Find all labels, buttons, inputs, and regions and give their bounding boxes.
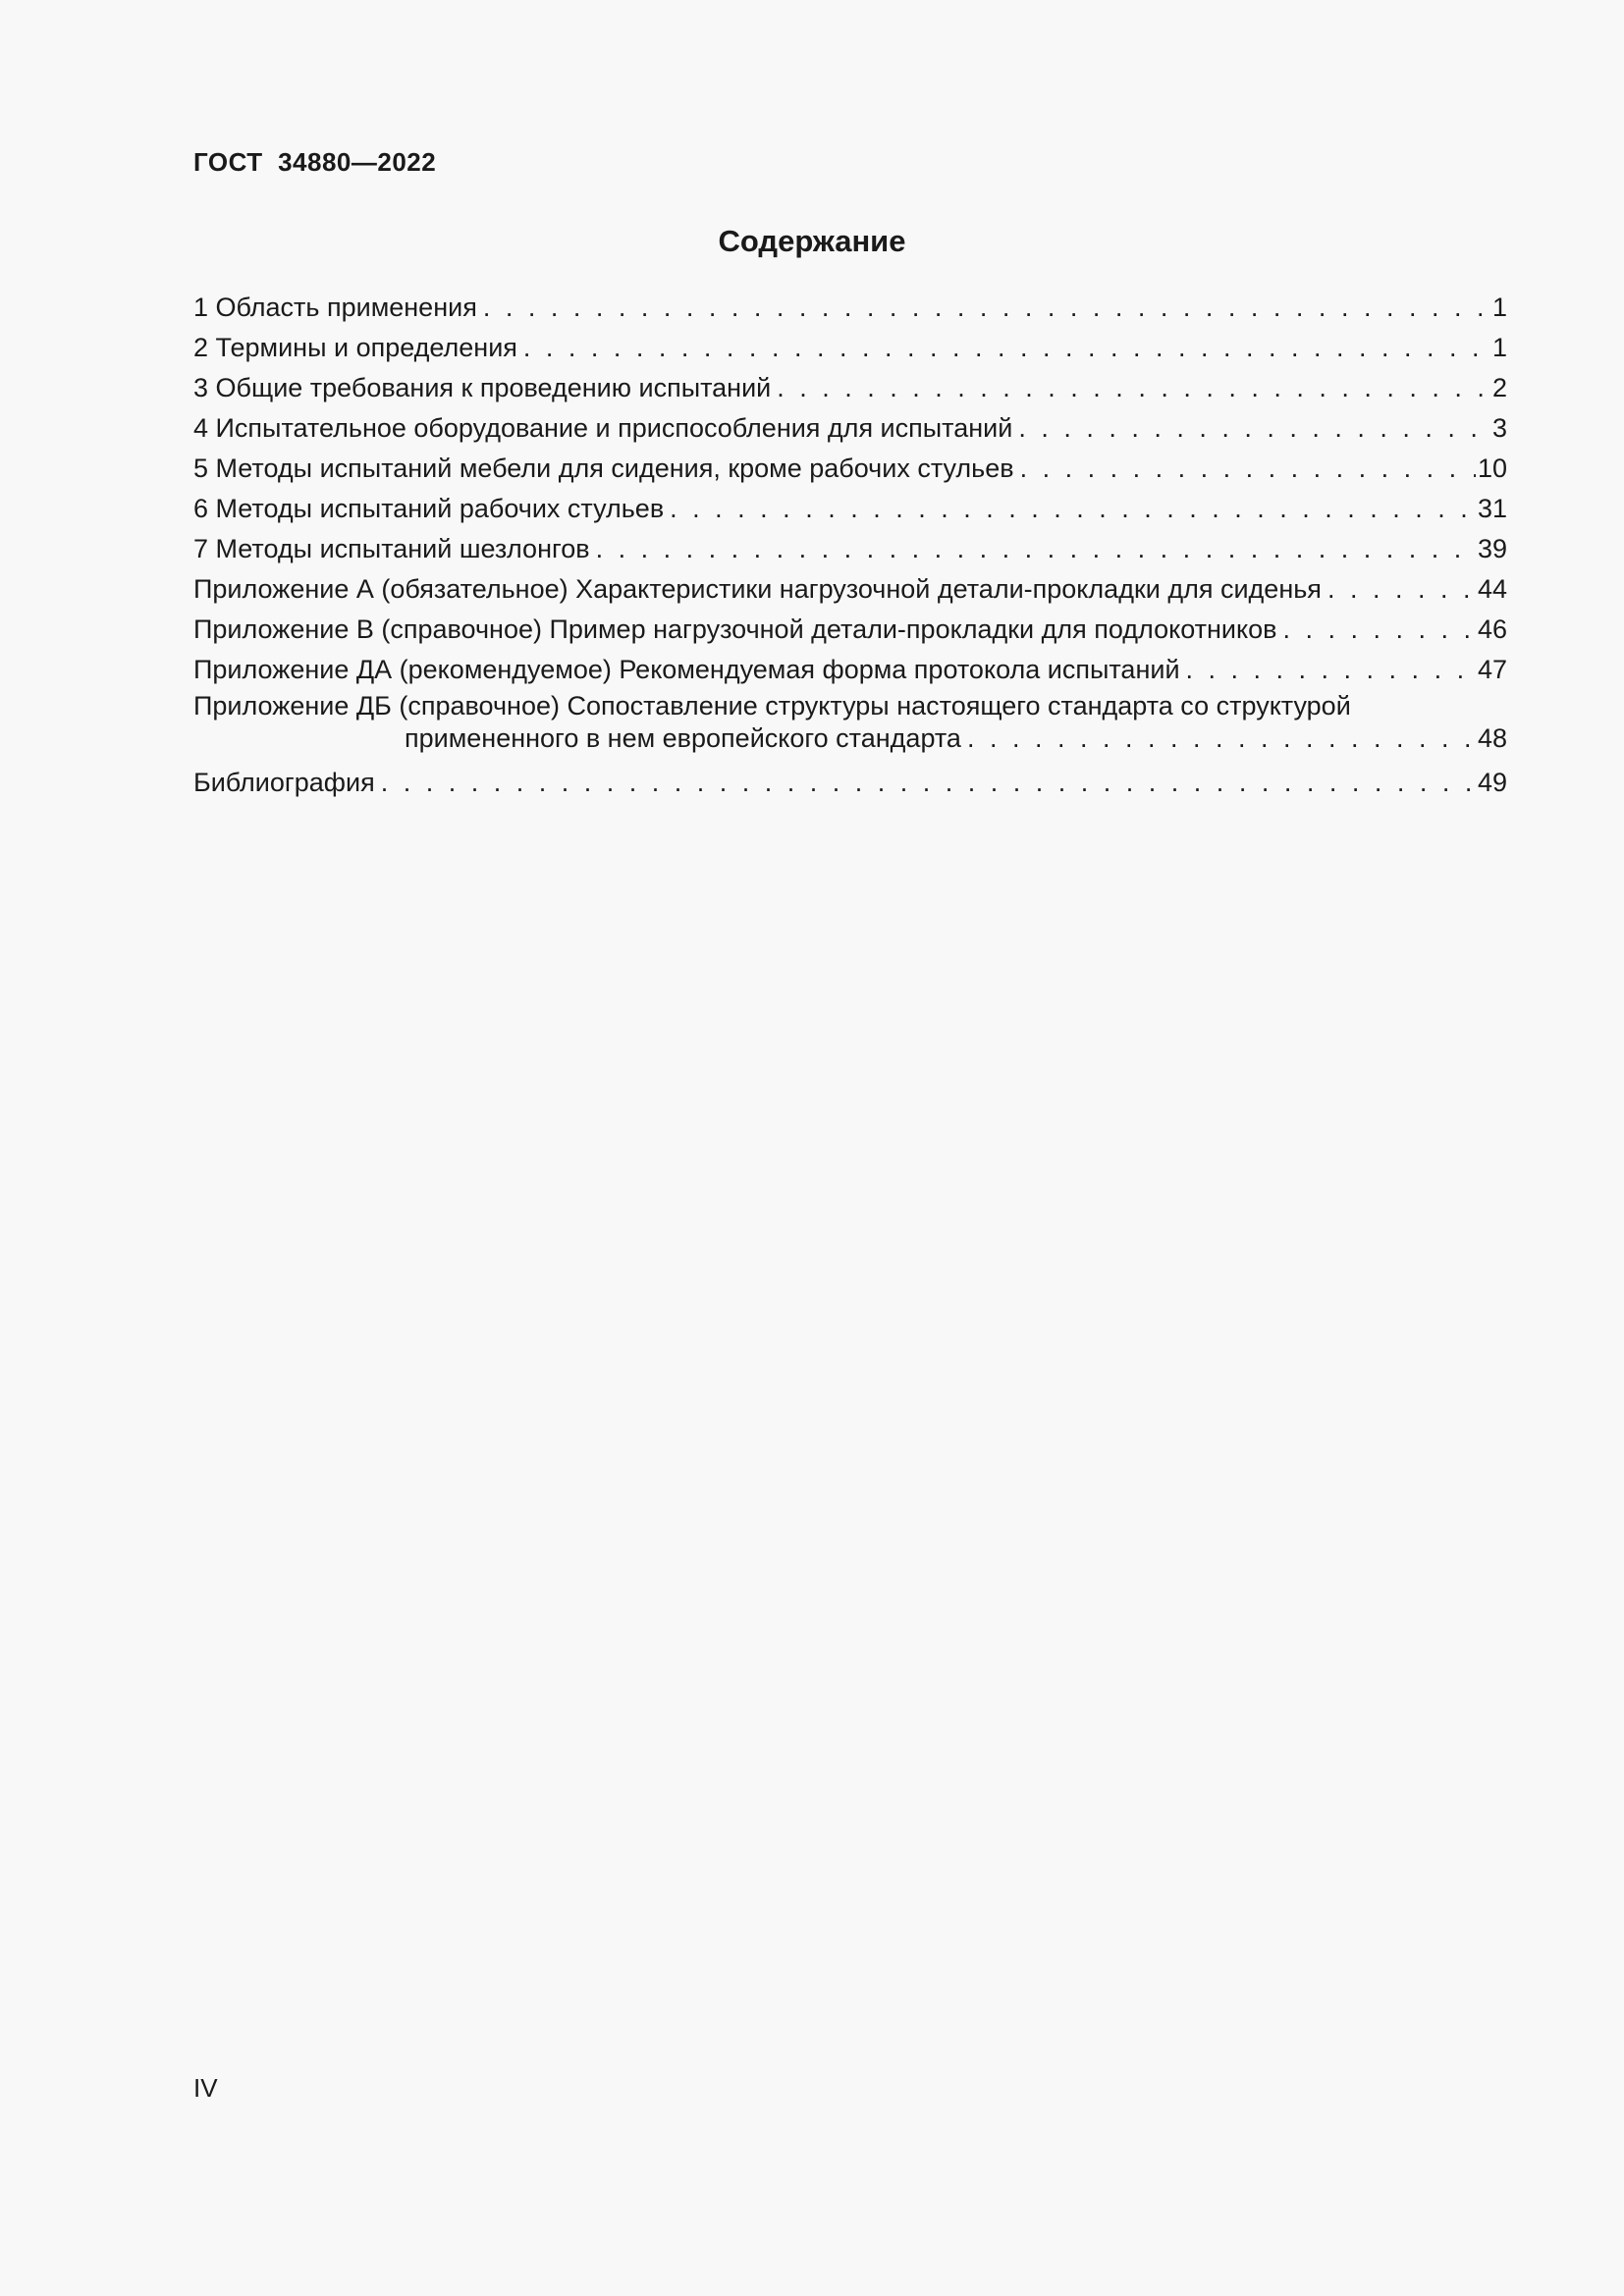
toc-entry-page: 1 — [1491, 333, 1507, 362]
toc-entry[interactable] — [193, 763, 1507, 803]
toc-entry-continuation — [193, 722, 1507, 755]
toc-leader — [777, 368, 1490, 408]
toc-entry[interactable] — [193, 408, 1507, 449]
toc-entry[interactable] — [193, 489, 1507, 529]
toc-entry-label: 2 Термины и определения — [193, 333, 517, 362]
toc-leader — [967, 722, 1476, 755]
table-of-contents — [193, 288, 1507, 803]
toc-entry[interactable] — [193, 288, 1507, 328]
toc-entry-page: 44 — [1477, 574, 1507, 604]
toc-entry-label: 6 Методы испытаний рабочих стульев — [193, 494, 665, 523]
toc-entry-page: 3 — [1491, 413, 1507, 443]
toc-entry-label-continuation: примененного в нем европейского стандарта — [405, 723, 961, 753]
toc-entry-page: 49 — [1477, 768, 1507, 797]
toc-entry-label: 3 Общие требования к проведению испытаний — [193, 373, 772, 402]
toc-entry-label: Приложение ДА (рекомендуемое) Рекомендуемая форма протокола испытаний — [193, 655, 1180, 684]
toc-entry[interactable] — [193, 328, 1507, 368]
page-title: Содержание — [718, 224, 906, 258]
toc-entry-label: Приложение В (справочное) Пример нагрузочной детали-прокладки для подлокотников — [193, 614, 1277, 644]
toc-entry[interactable] — [193, 569, 1507, 610]
toc-entry-label: Приложение А (обязательное) Характеристики нагрузочной детали-прокладки для сиденья — [193, 574, 1322, 604]
toc-leader — [1283, 610, 1476, 650]
toc-entry[interactable] — [193, 368, 1507, 408]
toc-entry-page: 10 — [1477, 454, 1507, 483]
document-header: ГОСТ 34880—2022 — [193, 147, 437, 177]
toc-entry-label: 1 Область применения — [193, 293, 477, 322]
toc-entry-page: 46 — [1477, 614, 1507, 644]
toc-leader — [483, 288, 1490, 328]
toc-entry-label: 4 Испытательное оборудование и приспособления для испытаний — [193, 413, 1013, 443]
toc-entry-page: 39 — [1477, 534, 1507, 563]
toc-entry[interactable] — [193, 529, 1507, 569]
toc-leader — [596, 529, 1476, 569]
toc-entry-label: Приложение ДБ (справочное) Сопоставление структуры настоящего стандарта со структурой — [193, 691, 1351, 721]
toc-leader — [381, 763, 1476, 803]
toc-entry-page: 48 — [1477, 723, 1507, 753]
page-number: IV — [193, 2073, 218, 2103]
toc-leader — [1327, 569, 1476, 610]
toc-entry-page: 2 — [1491, 373, 1507, 402]
toc-entry[interactable] — [193, 449, 1507, 489]
toc-entry-page: 31 — [1477, 494, 1507, 523]
toc-entry-page: 1 — [1491, 293, 1507, 322]
toc-entry-label: 5 Методы испытаний мебели для сидения, кроме рабочих стульев — [193, 454, 1014, 483]
toc-leader — [1186, 650, 1476, 690]
toc-entry-label: 7 Методы испытаний шезлонгов — [193, 534, 590, 563]
toc-leader — [1020, 449, 1476, 489]
toc-leader — [523, 328, 1490, 368]
toc-entry[interactable] — [193, 690, 1507, 755]
toc-entry[interactable] — [193, 650, 1507, 690]
toc-entry-label: Библиография — [193, 768, 375, 797]
toc-entry[interactable] — [193, 610, 1507, 650]
toc-entry-page: 47 — [1477, 655, 1507, 684]
toc-leader — [670, 489, 1476, 529]
toc-leader — [1018, 408, 1490, 449]
